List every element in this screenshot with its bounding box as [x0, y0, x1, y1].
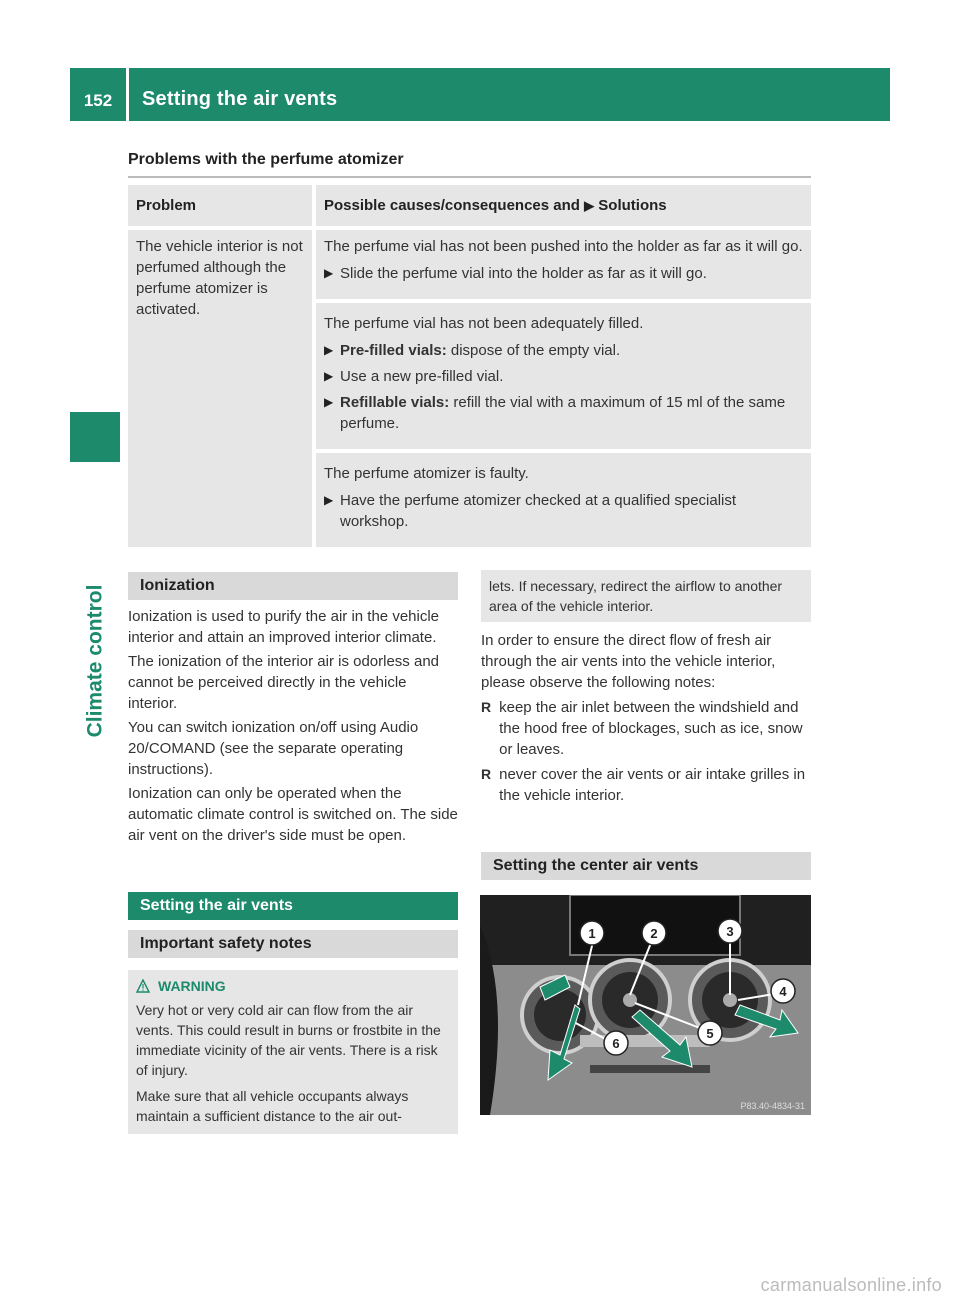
bullet-r-icon: R — [481, 699, 492, 715]
list-item-text: keep the air inlet between the windshield and the hood free of blockages, such as ice, snow or leaves. — [499, 699, 803, 758]
cause-cell — [314, 451, 811, 547]
air-vents-heading: Setting the air vents — [128, 892, 458, 920]
warning-text: Make sure that all vehicle occupants always maintain a sufficient distance to the air out- — [136, 1088, 409, 1124]
side-tab-label — [70, 584, 120, 738]
warning-label: WARNING — [158, 978, 226, 994]
solution-arrow-icon: ▶ — [324, 369, 334, 383]
left-column — [118, 572, 458, 1134]
list-item-text: never cover the air vents or air intake grilles in the vehicle interior. — [499, 766, 806, 804]
callout-5 — [698, 1021, 722, 1045]
ionization-heading: Ionization — [128, 572, 458, 600]
table-row — [128, 228, 811, 301]
center-vents-heading: Setting the center air vents — [481, 852, 811, 880]
bullet-r-icon: R — [481, 766, 492, 782]
air-vents-intro: In order to ensure the direct flow of fresh air through the air vents into the vehicle interior, please observe the following notes: — [481, 632, 776, 691]
solution-bold: Pre-filled vials: — [340, 342, 447, 359]
side-tab-text: Climate control — [83, 584, 107, 738]
safety-notes-heading: Important safety notes — [128, 930, 458, 958]
callout-3 — [718, 919, 742, 943]
solution-bold: Refillable vials: — [340, 394, 450, 411]
cause-text: The perfume vial has not been adequately filled. — [324, 315, 644, 332]
solution-item — [324, 392, 803, 434]
col-causes-suffix: Solutions — [598, 197, 667, 214]
solution-arrow-icon: ▶ — [324, 493, 334, 507]
solution-item — [324, 490, 803, 532]
solution-item — [324, 366, 803, 387]
callout-4 — [771, 979, 795, 1003]
header-divider — [126, 68, 129, 121]
callout-label: 5 — [706, 1026, 714, 1041]
callout-label: 4 — [779, 984, 787, 999]
warning-icon — [136, 979, 150, 993]
cause-cell — [314, 301, 811, 451]
cause-text: The perfume atomizer is faulty. — [324, 465, 529, 482]
solution-text: dispose of the empty vial. — [446, 342, 621, 359]
col-causes-prefix: Possible causes/consequences and — [324, 197, 580, 214]
solution-arrow-icon: ▶ — [324, 266, 334, 280]
callout-label: 1 — [588, 926, 596, 941]
cause-text: The perfume vial has not been pushed into the holder as far as it will go. — [324, 238, 803, 255]
col-problem-header: Problem — [128, 185, 314, 228]
solution-arrow-icon: ▶ — [324, 395, 334, 409]
warning-title — [136, 976, 450, 996]
center-vents-illustration — [480, 895, 811, 1115]
callout-label: 2 — [650, 926, 658, 941]
solution-text: Have the perfume atomizer checked at a qualified specialist workshop. — [340, 492, 737, 530]
solution-text: refill the vial with a maximum of 15 ml of the same perfume. — [340, 394, 786, 432]
side-tab-marker — [70, 412, 120, 462]
solution-arrow-icon: ▶ — [324, 343, 334, 357]
list-item — [481, 764, 811, 806]
problems-table — [128, 185, 811, 547]
list-item — [481, 697, 811, 760]
callout-6 — [604, 1031, 628, 1055]
warning-box — [128, 970, 458, 1134]
solution-text: Slide the perfume vial into the holder as far as it will go. — [340, 265, 707, 282]
solution-item — [324, 340, 803, 361]
callout-label: 3 — [726, 924, 734, 939]
page-number: 152 — [83, 91, 113, 110]
solution-item — [324, 263, 803, 284]
solution-text: Use a new pre-filled vial. — [340, 368, 504, 385]
ionization-paragraph: The ionization of the interior air is odorless and cannot be perceived directly in the vehicle interior. — [128, 653, 440, 712]
col-causes-header — [314, 185, 811, 228]
center-vents-photo — [480, 895, 811, 1115]
photo-code: P83.40-4834-31 — [740, 1101, 805, 1111]
footer-watermark: carmanualsonline.info — [760, 1275, 942, 1295]
right-column — [481, 570, 811, 880]
warning-continuation: lets. If necessary, redirect the airflow to another area of the vehicle interior. — [481, 570, 811, 622]
header-title: Setting the air vents — [142, 88, 338, 110]
ionization-paragraph: Ionization can only be operated when the automatic climate control is switched on. The side air vent on the driver's side must be open. — [128, 785, 458, 844]
problems-title: Problems with the perfume atomizer — [128, 151, 404, 168]
problems-rule — [128, 176, 811, 178]
problem-cell: The vehicle interior is not perfumed although the perfume atomizer is activated. — [128, 228, 314, 547]
callout-1 — [580, 921, 604, 945]
callout-label: 6 — [612, 1036, 620, 1051]
ionization-paragraph: You can switch ionization on/off using Audio 20/COMAND (see the separate operating instructions). — [128, 719, 419, 778]
ionization-paragraph: Ionization is used to purify the air in the vehicle interior and attain an improved interior climate. — [128, 608, 440, 646]
table-header-row — [128, 185, 811, 228]
cause-cell — [314, 228, 811, 301]
solution-arrow-icon: ▶ — [584, 198, 595, 213]
warning-text: Very hot or very cold air can flow from the air vents. This could result in burns or frostbite in the immediate vicinity of the air vents. There is a risk of injury. — [136, 1002, 441, 1078]
callout-2 — [642, 921, 666, 945]
